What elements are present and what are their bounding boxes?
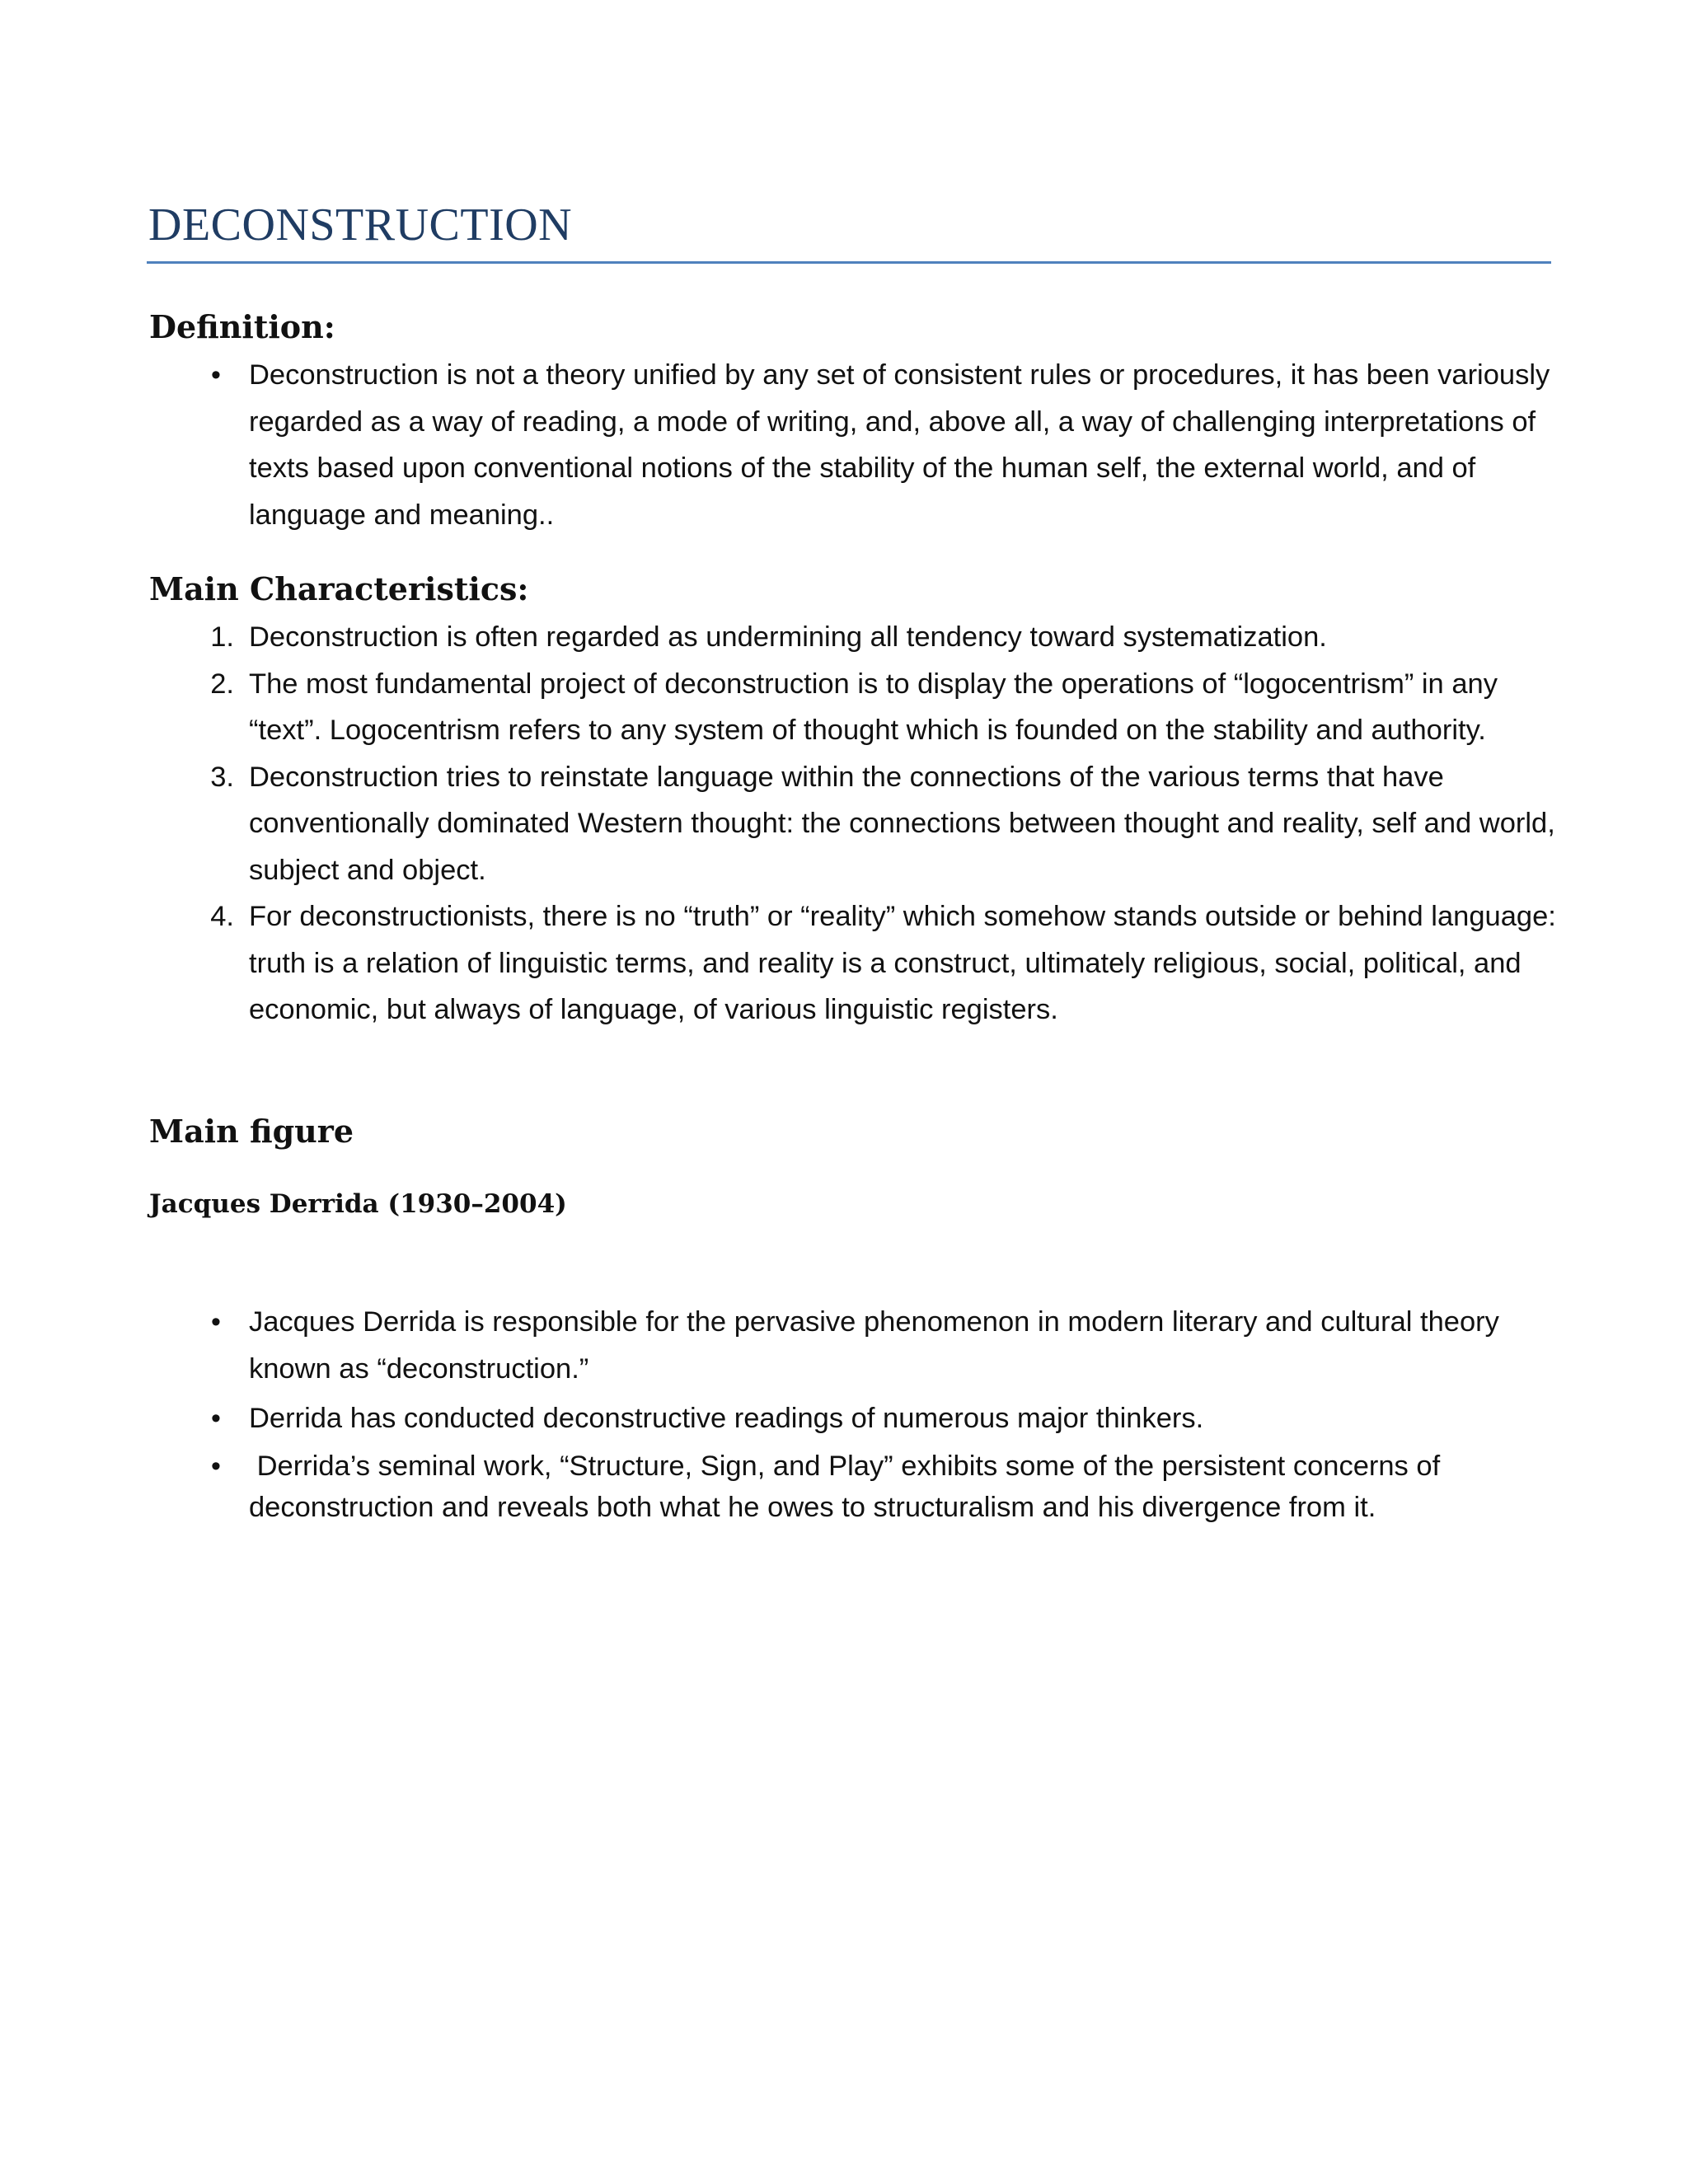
- figure-item-text: Jacques Derrida is responsible for the pervasive phenomenon in modern literary and cultural theory known as “deconstruction.”: [249, 1306, 1499, 1385]
- definition-item-text: Deconstruction is not a theory unified by any set of consistent rules or procedures, it has been variously regarded as a way of reading, a mode of writing, and, above all, a way of challenging interpretations of texts based upon conventional notions of the stability of the human self, the external world, and of language and meaning..: [249, 359, 1550, 531]
- bullet-icon: •: [211, 1403, 221, 1434]
- definition-list: [211, 352, 1559, 538]
- characteristic-item: [210, 614, 1559, 661]
- bullet-icon: •: [211, 359, 221, 391]
- characteristic-item: [210, 754, 1559, 894]
- main-figure-heading: Main figure: [149, 1113, 354, 1150]
- definition-heading: Definition:: [149, 308, 335, 345]
- characteristic-text: For deconstructionists, there is no “truth” or “reality” which somehow stands outside or behind language: truth is a relation of linguistic terms, and reality is a construct, ultimately religious, social, political, and economic, but always of language, of various linguistic registers.: [249, 901, 1556, 1025]
- list-number: 4.: [210, 901, 234, 932]
- characteristic-text: Deconstruction is often regarded as undermining all tendency toward systematization.: [249, 621, 1327, 653]
- document-title: DECONSTRUCTION: [148, 199, 573, 251]
- characteristic-item: [210, 661, 1559, 754]
- characteristic-item: [210, 893, 1559, 1033]
- figure-item-text: Derrida has conducted deconstructive readings of numerous major thinkers.: [249, 1403, 1204, 1434]
- figure-name: Jacques Derrida (1930–2004): [149, 1189, 567, 1219]
- figure-item: [211, 1395, 1559, 1442]
- list-number: 3.: [210, 761, 234, 793]
- list-number: 2.: [210, 668, 234, 700]
- characteristic-text: Deconstruction tries to reinstate language within the connections of the various terms that have conventionally dominated Western thought: the connections between thought and reality, self and world, subject and object.: [249, 761, 1555, 886]
- list-number: 1.: [210, 621, 234, 653]
- bullet-icon: •: [211, 1306, 221, 1338]
- figure-item: [211, 1299, 1559, 1392]
- characteristics-heading: Main Characteristics:: [149, 570, 529, 607]
- definition-item: [211, 352, 1559, 538]
- characteristics-list: [210, 614, 1559, 1033]
- characteristic-text: The most fundamental project of deconstruction is to display the operations of “logocentrism” in any “text”. Logocentrism refers to any system of thought which is founded on the stability and authority.: [249, 668, 1498, 746]
- figure-item-text: Derrida’s seminal work, “Structure, Sign, and Play” exhibits some of the persistent concerns of deconstruction and reveals both what he owes to structuralism and his divergence from it.: [249, 1450, 1448, 1523]
- bullet-icon: •: [211, 1450, 221, 1482]
- title-underline: [147, 261, 1551, 264]
- main-figure-list: [211, 1299, 1559, 1528]
- figure-item: [211, 1446, 1559, 1528]
